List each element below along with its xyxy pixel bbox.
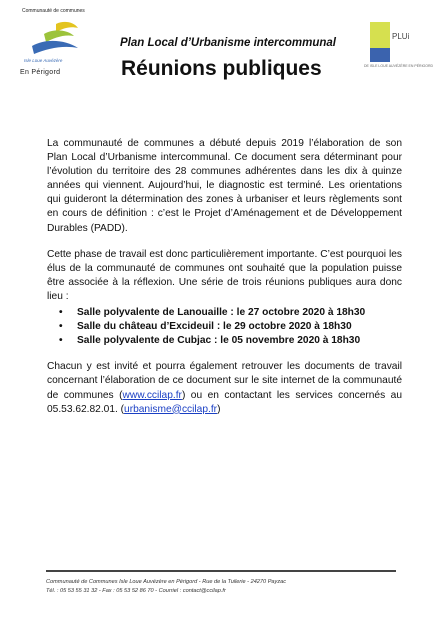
- footer: [46, 578, 286, 596]
- plui-logo-yellow-square: [370, 22, 390, 48]
- footer-divider: [46, 570, 396, 572]
- website-link[interactable]: www.ccilap.fr: [122, 389, 182, 401]
- logo-region: En Périgord: [20, 69, 61, 76]
- plui-logo-blue-square: [370, 48, 390, 62]
- community-logo-icon: [26, 18, 84, 58]
- plui-logo-text: PLUi: [392, 32, 410, 41]
- contact-text-3: ): [217, 403, 221, 415]
- meetings-intro-paragraph: Cette phase de travail est donc particulièrement importante. C’est pourquoi les élus de la communauté de communes ont souhaité que la population puisse être associée à la réflexion. Une série de trois réunions publiques aura donc lieu :: [47, 248, 402, 302]
- plui-logo: [364, 22, 434, 78]
- footer-address: Communauté de Communes Isle Loue Auvézère en Périgord - Rue de la Tuilerie - 24270 Payzac: [46, 579, 287, 585]
- meeting-item: • Salle polyvalente de Cubjac : le 05 novembre 2020 à 18h30: [77, 334, 402, 348]
- logo-org-top: Communauté de communes: [22, 8, 85, 14]
- community-logo: [18, 8, 93, 78]
- contact-text-1: Chacun y est invité et pourra également retrouver les documents de travail concernant l’élaboration de ce document sur le site internet de la communauté de communes (: [47, 361, 402, 401]
- plui-logo-caption: DE ISLE LOUE AUVÉZÈRE EN PÉRIGORD: [364, 64, 434, 68]
- intro-paragraph: La communauté de communes a débuté depuis 2019 l’élaboration de son Plan Local d’Urbanisme intercommunal. Ce document sera déterminant pour l’évolution du territoire des 28 communes adhérentes dans les dix à quinze années qui viennent. Aujourd’hui, le diagnostic est terminé. Les orientations qui guideront la détermination des zones à urbaniser et leurs règlements sont en cours de définition : c’est le Projet d’Aménagement et de Développement Durables (PADD).: [47, 138, 402, 234]
- meeting-item: • Salle du château d’Excideuil : le 29 octobre 2020 à 18h30: [77, 320, 402, 334]
- contact-text-2: ) ou en contactant les services concernés au 05.53.62.82.01. (: [47, 389, 402, 415]
- document-subtitle: Plan Local d’Urbanisme intercommunal: [120, 37, 336, 49]
- logo-brand-text: Isle Loue Auvézère: [24, 58, 63, 63]
- contact-paragraph: [47, 360, 402, 416]
- meetings-list: [47, 306, 402, 348]
- email-link[interactable]: urbanisme@ccilap.fr: [124, 403, 218, 415]
- footer-contact: Tél. : 05 53 55 31 32 - Fax : 05 53 52 86 70 - Courriel : contact@ccilap.fr: [46, 588, 226, 594]
- document-title: Réunions publiques: [121, 57, 322, 80]
- document-body: [47, 137, 402, 429]
- meeting-item: • Salle polyvalente de Lanouaille : le 27 octobre 2020 à 18h30: [77, 306, 402, 320]
